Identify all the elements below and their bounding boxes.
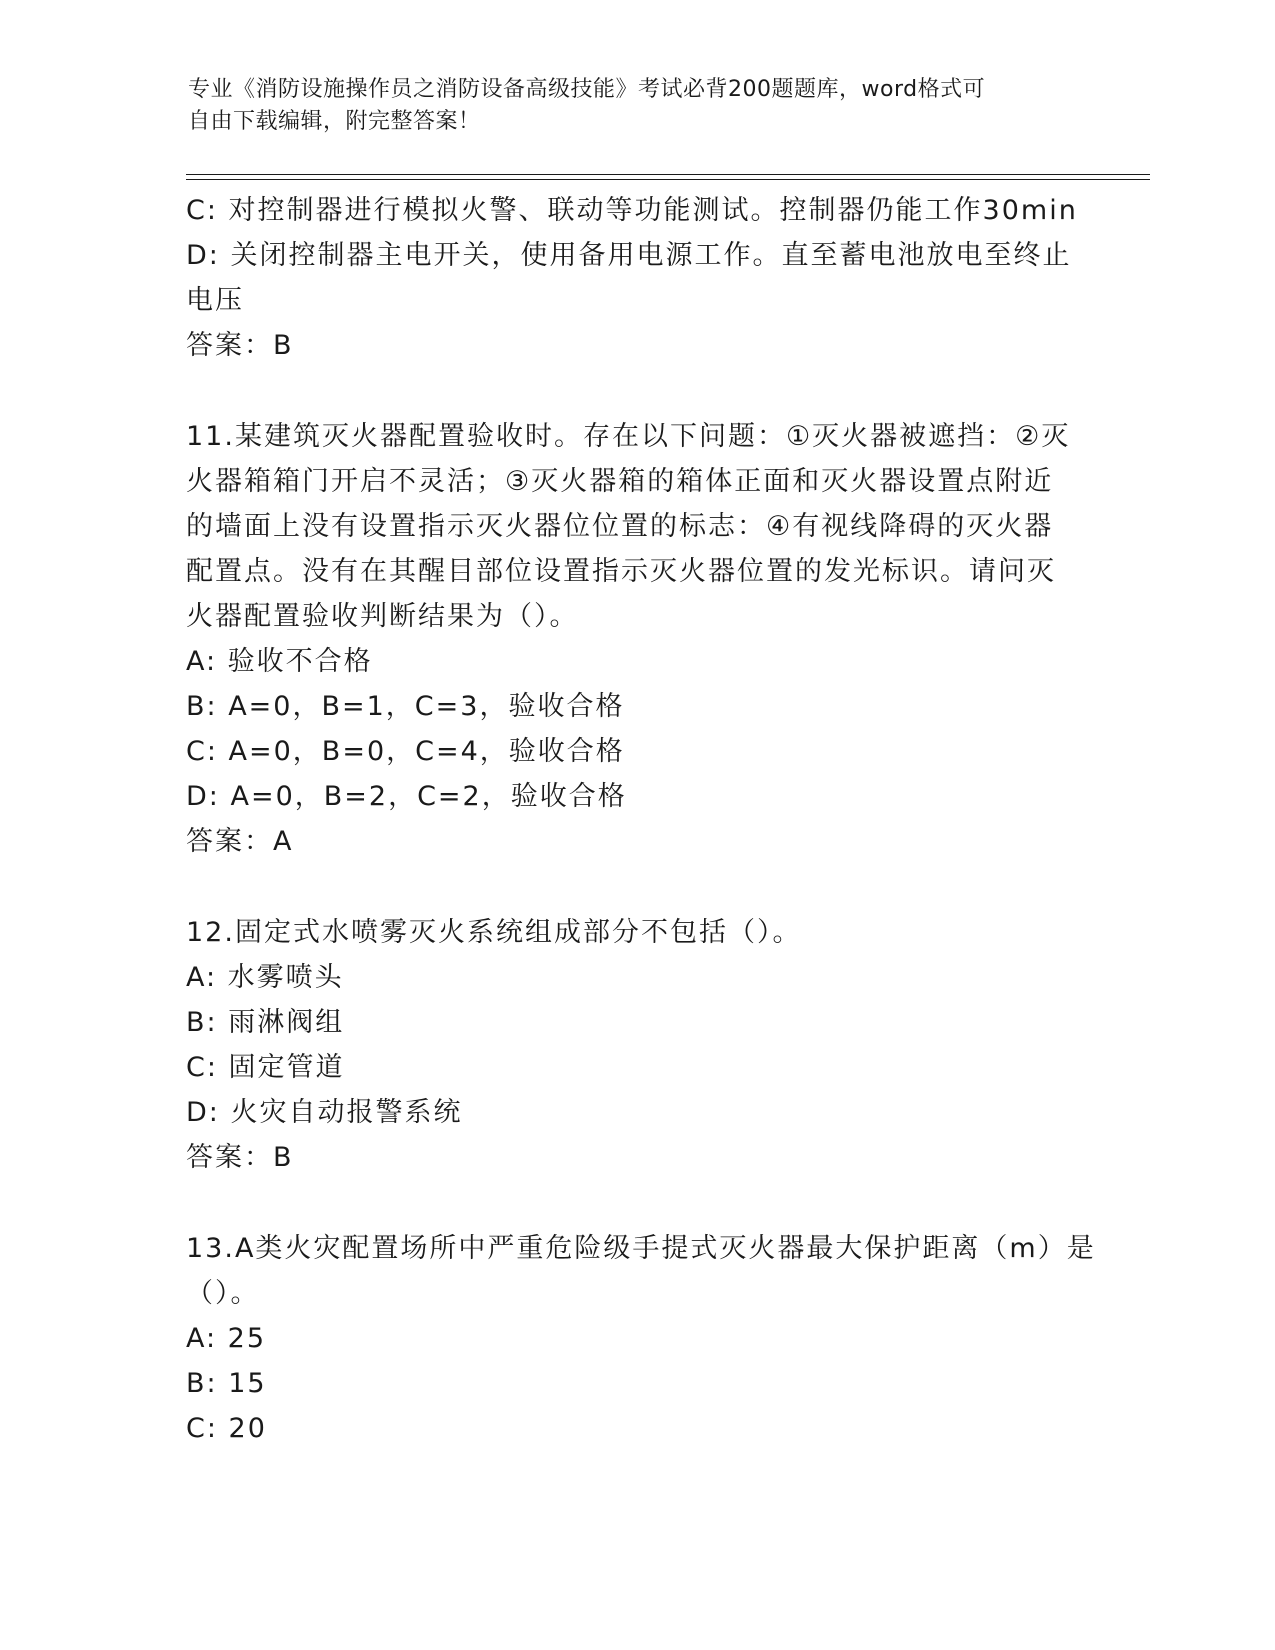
header-rule-top [186, 174, 1150, 175]
option-c: C: 固定管道 [186, 1052, 345, 1083]
option-c: C: 20 [186, 1413, 267, 1444]
header-rule-bottom [186, 179, 1150, 180]
question-text: （）。 [186, 1278, 260, 1309]
option-a: A: 水雾喷头 [186, 962, 344, 993]
question-10-tail [186, 188, 1086, 368]
option-c: C: 对控制器进行模拟火警、联动等功能测试。控制器仍能工作30min [186, 195, 1078, 226]
question-11 [186, 414, 1086, 864]
question-text: 配置点。没有在其醒目部位设置指示灭火器位置的发光标识。请问灭 [186, 556, 1056, 587]
answer: 答案：B [186, 330, 294, 361]
answer: 答案：A [186, 826, 294, 857]
question-text: 的墙面上没有设置指示灭火器位位置的标志：④有视线降碍的灭火器 [186, 511, 1054, 542]
question-text: 11.某建筑灭火器配置验收时。存在以下问题：①灭火器被遮挡：②灭 [186, 421, 1071, 452]
question-list [186, 188, 1096, 1451]
option-a: A: 验收不合格 [186, 646, 373, 677]
spacer [186, 1180, 1086, 1226]
option-d: D: A=0，B=2，C=2，验收合格 [186, 781, 627, 812]
question-13 [186, 1226, 1096, 1451]
option-b: B: 15 [186, 1368, 267, 1399]
answer: 答案：B [186, 1142, 294, 1173]
option-d: D: 关闭控制器主电开关，使用备用电源工作。直至蓄电池放电至终止 [186, 240, 1072, 271]
option-c: C: A=0，B=0，C=4，验收合格 [186, 736, 625, 767]
header-line-2: 自由下载编辑，附完整答案！ [188, 109, 481, 134]
option-a: A: 25 [186, 1323, 267, 1354]
question-12 [186, 910, 1086, 1180]
question-text: 火器配置验收判断结果为（）。 [186, 601, 579, 632]
document-header [188, 74, 1068, 138]
question-text: 火器箱箱门开启不灵活；③灭火器箱的箱体正面和灭火器设置点附近 [186, 466, 1054, 497]
option-d-continued: 电压 [186, 285, 244, 316]
spacer [186, 368, 1086, 414]
question-text: 12.固定式水喷雾灭火系统组成部分不包括（）。 [186, 917, 802, 948]
option-d: D: 火灾自动报警系统 [186, 1097, 463, 1128]
option-b: B: 雨淋阀组 [186, 1007, 345, 1038]
question-text: 13.A类火灾配置场所中严重危险级手提式灭火器最大保护距离（m）是 [186, 1233, 1096, 1264]
option-b: B: A=0，B=1，C=3，验收合格 [186, 691, 625, 722]
header-line-1: 专业《消防设施操作员之消防设备高级技能》考试必背200题题库，word格式可 [188, 77, 986, 102]
spacer [186, 864, 1086, 910]
